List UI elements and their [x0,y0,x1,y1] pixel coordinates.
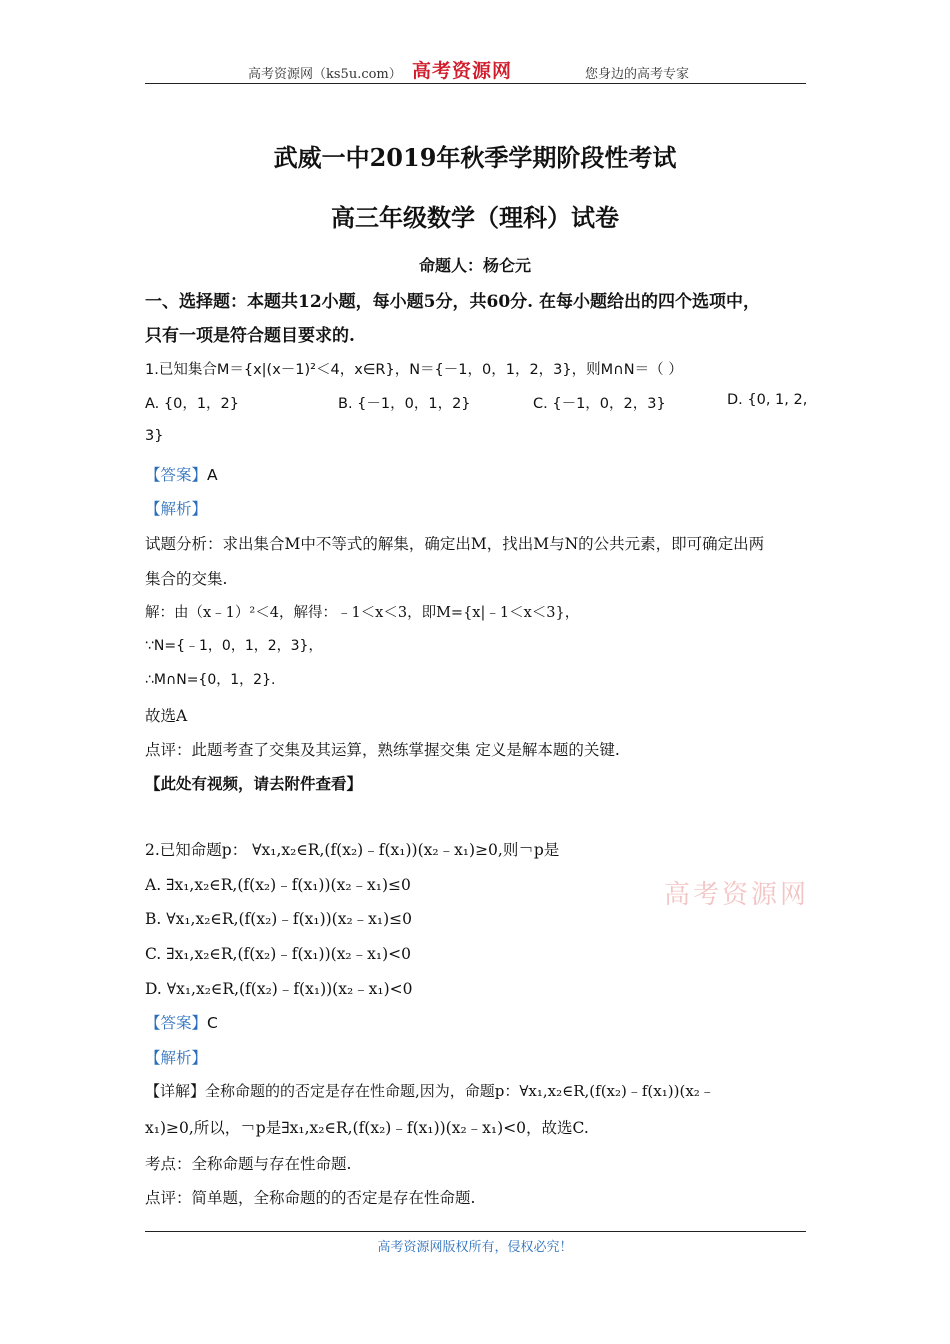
q2-option-b: B. ∀x₁,x₂∈R,(f(x₂)﹣f(x₁))(x₂﹣x₁)≤0 [145,910,413,928]
exam-title: 武威一中2019年秋季学期阶段性考试 [273,143,677,172]
exam-subtitle: 高三年级数学（理科）试卷 [331,203,619,232]
footer-text: 高考资源网版权所有，侵权必究！ [377,1240,573,1255]
q1-option-d-cont: 3} [145,428,164,444]
q1-analysis-6: 故选A [145,707,188,725]
q1-analysis-5: ∴M∩N={0，1，2}. [145,672,276,688]
q1-option-d: D. {0, 1, 2, [727,392,808,408]
footer-rule [145,1231,806,1232]
q2-detail-2: x₁)≥0,所以，￢p是∃x₁,x₂∈R,(f(x₂)﹣f(x₁))(x₂﹣x₁)<0，故选C. [145,1119,589,1137]
q2-option-d: D. ∀x₁,x₂∈R,(f(x₂)﹣f(x₁))(x₂﹣x₁)<0 [145,980,413,998]
q1-answer-tag: 【答案】 [145,466,208,484]
header-right-text: 您身边的高考专家 [585,67,690,82]
watermark: 高考资源网 [664,880,810,910]
q2-answer: C [207,1014,218,1032]
q2-stem: 2.已知命题p： ∀x₁,x₂∈R,(f(x₂)﹣f(x₁))(x₂﹣x₁)≥0,则￢p是 [145,841,560,859]
q2-analysis-tag: 【解析】 [145,1049,208,1067]
q1-analysis-7: 点评：此题考查了交集及其运算，熟练掌握交集 定义是解本题的关键. [145,741,620,759]
author-line: 命题人：杨仑元 [418,256,531,275]
q2-option-a: A. ∃x₁,x₂∈R,(f(x₂)﹣f(x₁))(x₂﹣x₁)≤0 [145,876,411,894]
q2-detail-1: 【详解】全称命题的的否定是存在性命题,因为，命题p：∀x₁,x₂∈R,(f(x₂)﹣f(x₁))(x₂﹣ [145,1082,715,1100]
section-heading-cont: 只有一项是符合题目要求的. [145,326,355,346]
q2-option-c: C. ∃x₁,x₂∈R,(f(x₂)﹣f(x₁))(x₂﹣x₁)<0 [145,945,411,963]
section-heading: 一、选择题：本题共12小题，每小题5分，共60分. 在每小题给出的四个选项中， [145,292,760,312]
q1-option-a: A. {0，1，2} [145,396,240,412]
q1-option-b: B. {－1，0，1，2} [338,396,471,412]
q1-analysis-2: 集合的交集. [145,570,228,588]
q1-analysis-1: 试题分析：求出集合M中不等式的解集，确定出M，找出M与N的公共元素，即可确定出两 [145,535,765,553]
header-logo: 高考资源网 [412,60,513,82]
q1-stem: 1.已知集合M＝{x|(x－1)²＜4，x∈R}，N＝{－1，0，1，2，3}，则M∩N＝（ ） [145,362,683,378]
q1-analysis-4: ∵N={﹣1，0，1，2，3}， [145,638,323,654]
q1-answer: A [207,466,218,484]
q1-option-c: C. {－1，0，2，3} [533,396,666,412]
header-left-text: 高考资源网（ks5u.com） [248,67,402,82]
header-rule [145,83,806,84]
q2-detail-4: 点评：简单题，全称命题的的否定是存在性命题. [145,1189,476,1207]
q2-detail-3: 考点：全称命题与存在性命题. [145,1155,352,1173]
q1-answer-line [145,463,218,485]
q1-video-note: 【此处有视频，请去附件查看】 [145,774,363,793]
q1-analysis-3: 解：由（x﹣1）²＜4，解得：﹣1＜x＜3，即M={x|﹣1＜x＜3}， [145,605,580,621]
q1-analysis-tag: 【解析】 [145,500,208,518]
q2-answer-tag: 【答案】 [145,1014,208,1032]
q2-answer-line [145,1011,218,1033]
